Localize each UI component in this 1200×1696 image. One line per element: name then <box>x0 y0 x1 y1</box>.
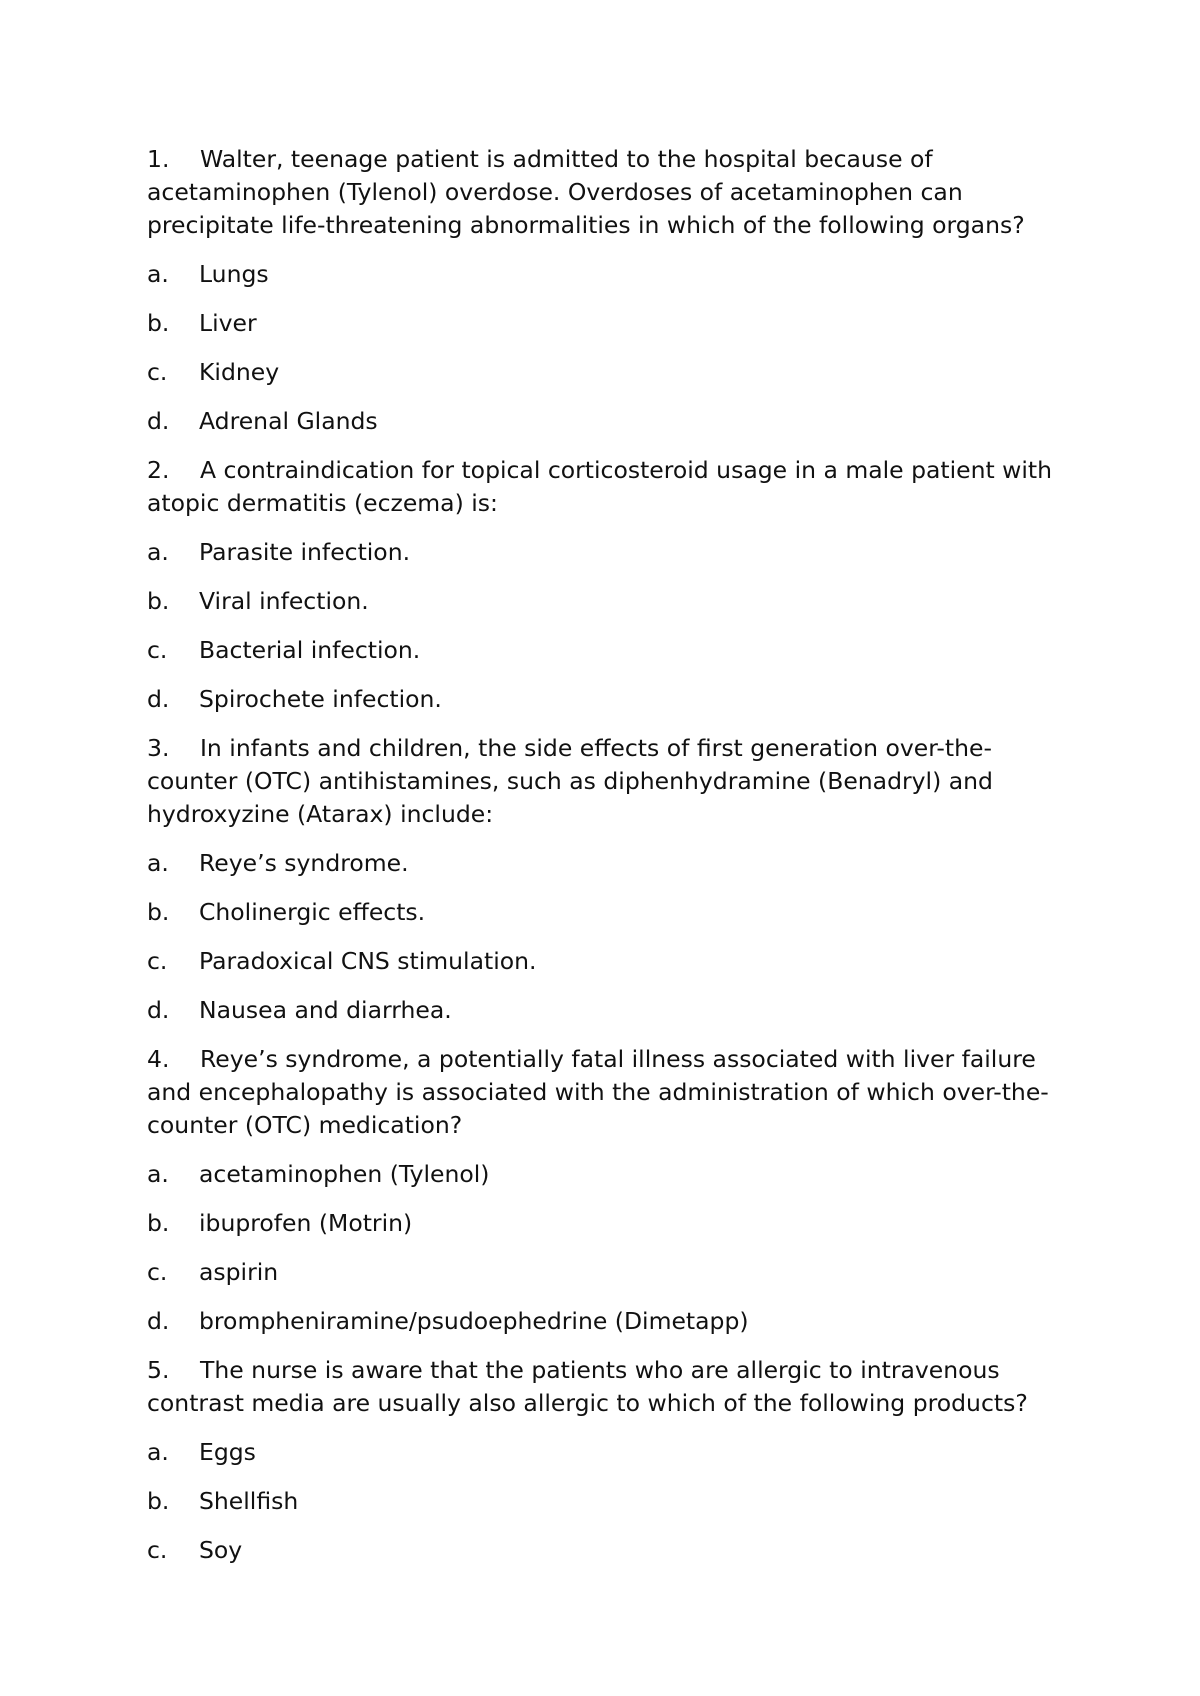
question-5 <box>147 1354 1077 1420</box>
option-1c <box>147 356 1077 389</box>
option-text: Reye’s syndrome. <box>199 849 409 877</box>
option-text: Parasite infection. <box>199 538 411 566</box>
option-label: b. <box>147 898 170 926</box>
question-text: Walter, teenage patient is admitted to the hospital because of acetaminophen (Tylenol) overdose. Overdoses of acetaminophen can precipitate life-threatening abnormalities in which of the following organs? <box>147 145 1025 239</box>
option-label: d. <box>147 407 170 435</box>
option-1d <box>147 405 1077 438</box>
question-2 <box>147 454 1077 520</box>
option-text: acetaminophen (Tylenol) <box>199 1160 490 1188</box>
option-2a <box>147 536 1077 569</box>
question-text: The nurse is aware that the patients who are allergic to intravenous contrast media are usually also allergic to which of the following products? <box>147 1356 1028 1417</box>
option-text: Shellfish <box>199 1487 299 1515</box>
option-5c <box>147 1534 1077 1567</box>
option-1b <box>147 307 1077 340</box>
question-1 <box>147 143 1077 242</box>
question-3 <box>147 732 1077 831</box>
option-text: Viral infection. <box>199 587 369 615</box>
option-text: Liver <box>199 309 257 337</box>
option-label: d. <box>147 996 170 1024</box>
option-2b <box>147 585 1077 618</box>
option-5a <box>147 1436 1077 1469</box>
option-text: Soy <box>199 1536 243 1564</box>
option-text: aspirin <box>199 1258 279 1286</box>
option-label: a. <box>147 260 169 288</box>
option-4b <box>147 1207 1077 1240</box>
option-4c <box>147 1256 1077 1289</box>
option-2d <box>147 683 1077 716</box>
option-text: Eggs <box>199 1438 256 1466</box>
option-text: ibuprofen (Motrin) <box>199 1209 413 1237</box>
option-label: c. <box>147 358 168 386</box>
option-label: b. <box>147 309 170 337</box>
option-2c <box>147 634 1077 667</box>
option-text: Kidney <box>199 358 280 386</box>
option-label: b. <box>147 587 170 615</box>
option-label: a. <box>147 1438 169 1466</box>
question-number: 4. <box>147 1045 170 1073</box>
option-label: c. <box>147 636 168 664</box>
option-text: Lungs <box>199 260 269 288</box>
option-label: d. <box>147 685 170 713</box>
option-4a <box>147 1158 1077 1191</box>
option-label: a. <box>147 849 169 877</box>
option-text: Bacterial infection. <box>199 636 421 664</box>
option-label: b. <box>147 1487 170 1515</box>
option-label: a. <box>147 538 169 566</box>
question-number: 3. <box>147 734 170 762</box>
option-3b <box>147 896 1077 929</box>
option-4d <box>147 1305 1077 1338</box>
option-text: brompheniramine/psudoephedrine (Dimetapp) <box>199 1307 749 1335</box>
option-text: Cholinergic effects. <box>199 898 426 926</box>
question-text: Reye’s syndrome, a potentially fatal illness associated with liver failure and encephalopathy is associated with the administration of which over-the-counter (OTC) medication? <box>147 1045 1049 1139</box>
question-number: 2. <box>147 456 170 484</box>
option-label: b. <box>147 1209 170 1237</box>
option-5b <box>147 1485 1077 1518</box>
option-3d <box>147 994 1077 1027</box>
question-4 <box>147 1043 1077 1142</box>
option-3c <box>147 945 1077 978</box>
option-label: c. <box>147 1536 168 1564</box>
option-label: c. <box>147 947 168 975</box>
option-3a <box>147 847 1077 880</box>
option-label: a. <box>147 1160 169 1188</box>
option-text: Paradoxical CNS stimulation. <box>199 947 537 975</box>
option-label: c. <box>147 1258 168 1286</box>
option-1a <box>147 258 1077 291</box>
option-text: Adrenal Glands <box>199 407 378 435</box>
question-text: A contraindication for topical corticosteroid usage in a male patient with atopic dermatitis (eczema) is: <box>147 456 1053 517</box>
option-label: d. <box>147 1307 170 1335</box>
question-text: In infants and children, the side effects of first generation over-the-counter (OTC) antihistamines, such as diphenhydramine (Benadryl) and hydroxyzine (Atarax) include: <box>147 734 993 828</box>
question-number: 1. <box>147 145 170 173</box>
option-text: Spirochete infection. <box>199 685 442 713</box>
question-list <box>147 143 1077 1583</box>
question-number: 5. <box>147 1356 170 1384</box>
option-text: Nausea and diarrhea. <box>199 996 452 1024</box>
